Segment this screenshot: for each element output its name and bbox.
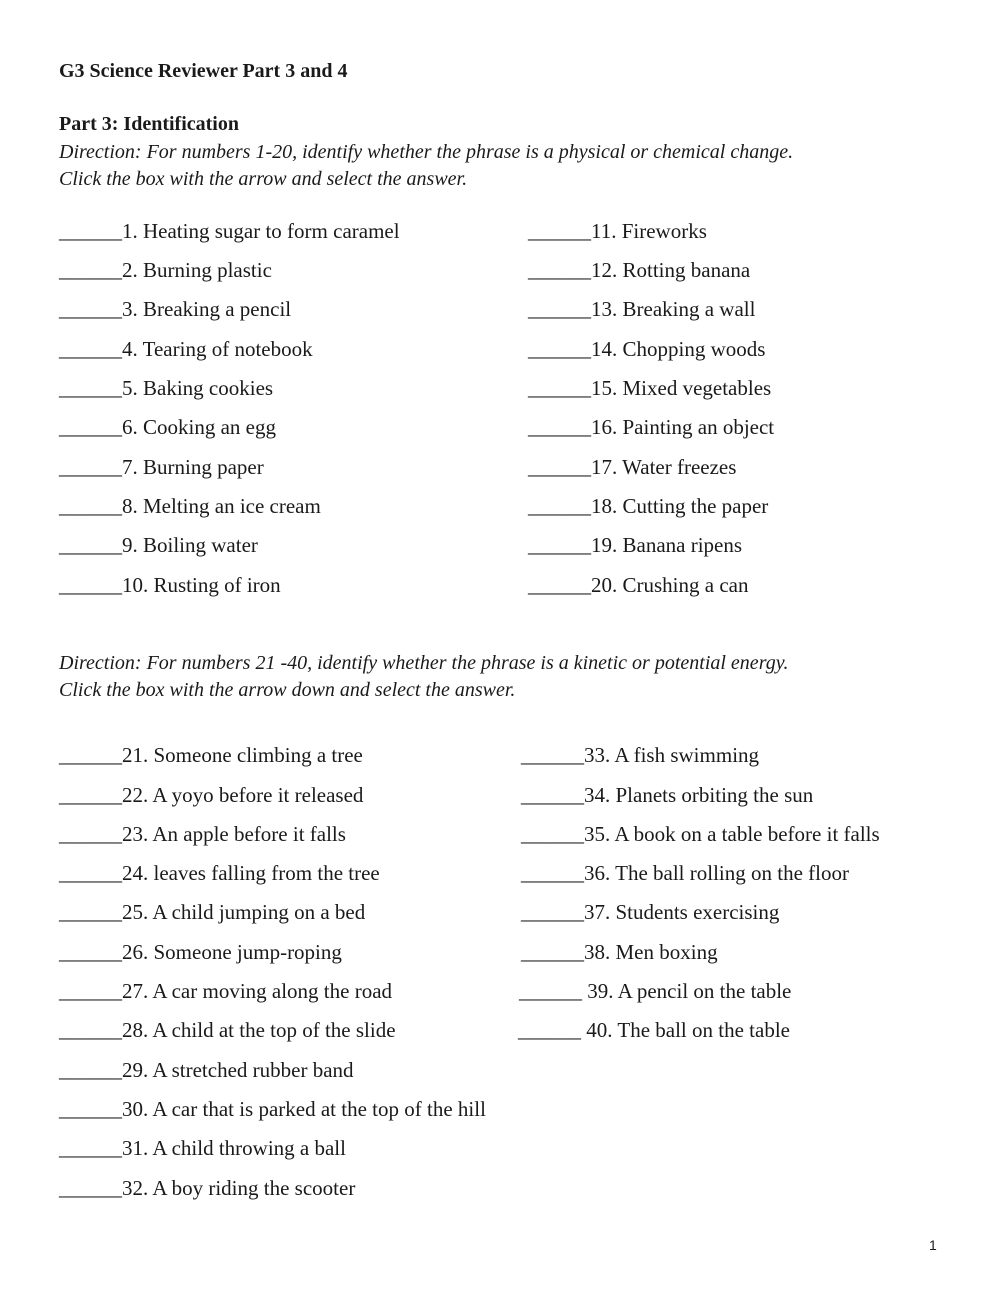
question-item-33[interactable]: ______33. A fish swimming	[521, 743, 760, 767]
direction-line: Direction: For numbers 1-20, identify whether the phrase is a physical or chemical change.	[59, 141, 794, 163]
question-item-9[interactable]: ______9. Boiling water	[59, 533, 258, 557]
question-item-39[interactable]: ______ 39. A pencil on the table	[519, 979, 792, 1003]
part3-heading: Part 3: Identification	[59, 113, 239, 135]
question-item-18[interactable]: ______18. Cutting the paper	[528, 494, 769, 518]
page-title: G3 Science Reviewer Part 3 and 4	[59, 60, 348, 82]
question-item-32[interactable]: ______32. A boy riding the scooter	[59, 1176, 356, 1200]
question-item-38[interactable]: ______38. Men boxing	[521, 940, 718, 964]
question-item-25[interactable]: ______25. A child jumping on a bed	[59, 900, 366, 924]
question-item-24[interactable]: ______24. leaves falling from the tree	[59, 861, 380, 885]
page-number: 1	[929, 1237, 937, 1253]
direction-line: Direction: For numbers 21 -40, identify whether the phrase is a kinetic or potential energy.	[59, 652, 789, 674]
question-item-12[interactable]: ______12. Rotting banana	[528, 258, 751, 282]
question-item-1[interactable]: ______1. Heating sugar to form caramel	[59, 219, 400, 243]
question-item-6[interactable]: ______6. Cooking an egg	[59, 415, 276, 439]
direction-line: Click the box with the arrow and select the answer.	[59, 168, 468, 190]
question-item-8[interactable]: ______8. Melting an ice cream	[59, 494, 321, 518]
question-item-7[interactable]: ______7. Burning paper	[59, 455, 264, 479]
question-item-35[interactable]: ______35. A book on a table before it falls	[521, 822, 880, 846]
question-item-2[interactable]: ______2. Burning plastic	[59, 258, 272, 282]
question-item-14[interactable]: ______14. Chopping woods	[528, 337, 766, 361]
question-item-21[interactable]: ______21. Someone climbing a tree	[59, 743, 363, 767]
question-item-27[interactable]: ______27. A car moving along the road	[59, 979, 393, 1003]
question-item-22[interactable]: ______22. A yoyo before it released	[59, 783, 364, 807]
question-item-34[interactable]: ______34. Planets orbiting the sun	[521, 783, 814, 807]
question-item-29[interactable]: ______29. A stretched rubber band	[59, 1058, 354, 1082]
question-item-17[interactable]: ______17. Water freezes	[528, 455, 737, 479]
question-item-26[interactable]: ______26. Someone jump-roping	[59, 940, 342, 964]
question-item-20[interactable]: ______20. Crushing a can	[528, 573, 749, 597]
question-item-11[interactable]: ______11. Fireworks	[528, 219, 707, 243]
part3-direction	[59, 139, 939, 193]
question-item-23[interactable]: ______23. An apple before it falls	[59, 822, 346, 846]
question-item-3[interactable]: ______3. Breaking a pencil	[59, 297, 292, 321]
question-item-15[interactable]: ______15. Mixed vegetables	[528, 376, 772, 400]
question-item-30[interactable]: ______30. A car that is parked at the top of the hill	[59, 1097, 486, 1121]
direction-line: Click the box with the arrow down and select the answer.	[59, 679, 516, 701]
question-item-16[interactable]: ______16. Painting an object	[528, 415, 775, 439]
question-item-37[interactable]: ______37. Students exercising	[521, 900, 780, 924]
question-item-36[interactable]: ______36. The ball rolling on the floor	[521, 861, 849, 885]
question-item-4[interactable]: ______4. Tearing of notebook	[59, 337, 313, 361]
question-item-19[interactable]: ______19. Banana ripens	[528, 533, 743, 557]
question-item-40[interactable]: ______ 40. The ball on the table	[518, 1018, 790, 1042]
question-item-10[interactable]: ______10. Rusting of iron	[59, 573, 281, 597]
question-item-13[interactable]: ______13. Breaking a wall	[528, 297, 756, 321]
part4-direction	[59, 650, 939, 704]
question-item-28[interactable]: ______28. A child at the top of the slide	[59, 1018, 396, 1042]
question-item-5[interactable]: ______5. Baking cookies	[59, 376, 274, 400]
question-item-31[interactable]: ______31. A child throwing a ball	[59, 1136, 346, 1160]
